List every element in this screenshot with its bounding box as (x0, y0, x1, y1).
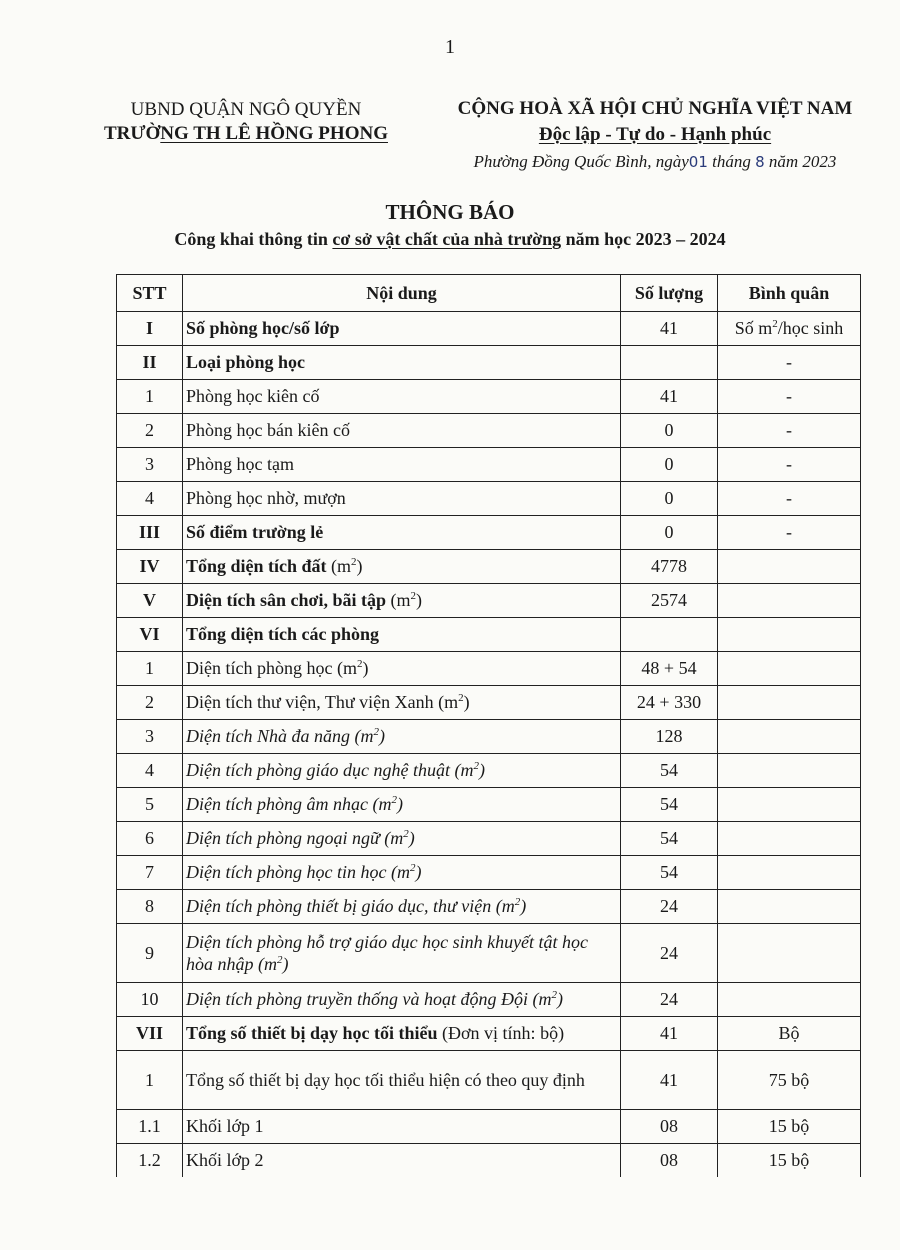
table-row: VI Tổng diện tích các phòng (117, 618, 861, 652)
facilities-table (116, 274, 861, 1177)
table-row: 2 Diện tích thư viện, Thư viện Xanh $(m^2)$ 24 + 330 (117, 686, 861, 720)
table-row: 1 Diện tích phòng học $(m^2)$ 48 + 54 (117, 652, 861, 686)
table-row: 2 Phòng học bán kiên cố 0 - (117, 414, 861, 448)
table-row: 5 Diện tích phòng âm nhạc $(m^2)$ 54 (117, 788, 861, 822)
table-row: 6 Diện tích phòng ngoại ngữ $(m^2)$ 54 (117, 822, 861, 856)
table-row: V Diện tích sân chơi, bãi tập $(m^2)$ 2574 (117, 584, 861, 618)
table-row: 1 Tổng số thiết bị dạy học tối thiểu hiện có theo quy định 41 75 bộ (117, 1051, 861, 1110)
org-line-1: UBND QUẬN NGÔ QUYỀN (130, 99, 362, 120)
table-row: 3 Phòng học tạm 0 - (117, 448, 861, 482)
table-row: III Số điểm trường lẻ 0 - (117, 516, 861, 550)
handwritten-day: 01 (688, 153, 708, 171)
table-row: 10 Diện tích phòng truyền thống và hoạt động Đội $(m^2)$ 24 (117, 983, 861, 1017)
table-row: II Loại phòng học - (117, 346, 861, 380)
table-row: I Số phòng học/số lớp 41 Số $m^2$/học sinh (117, 312, 861, 346)
table-row: 4 Diện tích phòng giáo dục nghệ thuật $(m^2)$ 54 (117, 754, 861, 788)
document-subtitle: Công khai thông tin cơ sở vật chất của nhà trường năm học 2023 – 2024 (174, 229, 726, 249)
table-header-row (117, 275, 861, 312)
national-heading (440, 96, 870, 148)
document-title: THÔNG BÁO (385, 200, 515, 224)
header-average: Bình quân (718, 275, 861, 312)
table-row: 1 Phòng học kiên cố 41 - (117, 380, 861, 414)
header-stt: STT (117, 275, 183, 312)
country-name: CỘNG HOÀ XÃ HỘI CHỦ NGHĨA VIỆT NAM (457, 98, 853, 119)
page-number: 1 (445, 36, 455, 58)
place-date: Phường Đồng Quốc Bình, ngày01 tháng 8 năm 2023 (473, 152, 837, 171)
table-row: 1.1 Khối lớp 1 08 15 bộ (117, 1110, 861, 1144)
table-row: IV Tổng diện tích đất $(m^2)$ 4778 (117, 550, 861, 584)
table-row: 8 Diện tích phòng thiết bị giáo dục, thư viện $(m^2)$ 24 (117, 890, 861, 924)
table-row: 1.2 Khối lớp 2 08 15 bộ (117, 1144, 861, 1178)
handwritten-month: 8 (755, 153, 765, 171)
table-row: VII Tổng số thiết bị dạy học tối thiểu (Đơn vị tính: bộ) 41 Bộ (117, 1017, 861, 1051)
national-motto: Độc lập - Tự do - Hạnh phúc (538, 124, 772, 145)
issuing-organization (96, 98, 396, 146)
table-row: 9 Diện tích phòng hỗ trợ giáo dục học sinh khuyết tật học hòa nhập $(m^2)$ 24 (117, 924, 861, 983)
table-row: 3 Diện tích Nhà đa năng $(m^2)$ 128 (117, 720, 861, 754)
header-quantity: Số lượng (621, 275, 718, 312)
table-row: 7 Diện tích phòng học tin học $(m^2)$ 54 (117, 856, 861, 890)
header-content: Nội dung (183, 275, 621, 312)
org-line-2: TRƯỜNG TH LÊ HỒNG PHONG (104, 123, 388, 144)
table-row: 4 Phòng học nhờ, mượn 0 - (117, 482, 861, 516)
